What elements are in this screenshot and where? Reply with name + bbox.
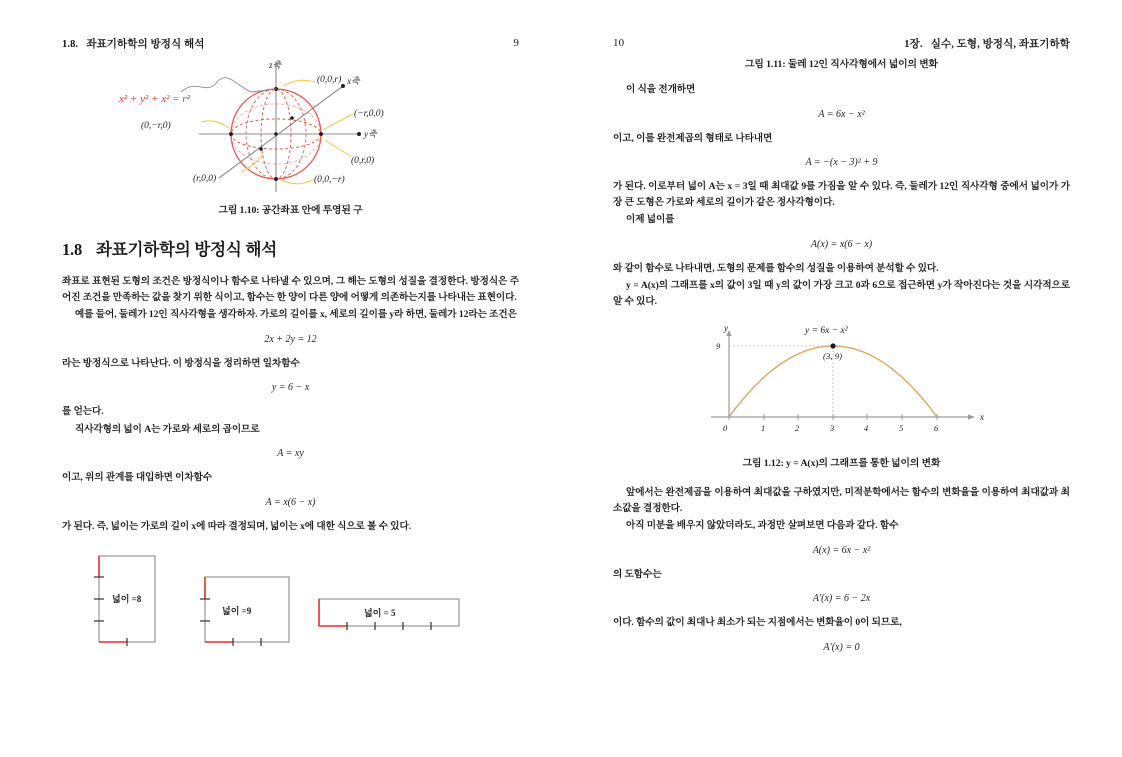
equation-function-expanded: A(x) = 6x − x² xyxy=(812,544,871,556)
rectangle-area-9 xyxy=(200,577,289,646)
page-number-left: 9 xyxy=(513,37,519,49)
chart-xlabel: x xyxy=(979,412,984,423)
paragraph-derivative-intro: 아직 미분을 배우지 않았더라도, 과정만 살펴보면 다음과 같다. 함수 xyxy=(626,520,899,532)
xtick-0: 0 xyxy=(722,423,727,434)
xtick-4: 4 xyxy=(863,423,868,434)
x-axis-label: x축 xyxy=(346,76,360,86)
point-label-0-0-r: (0,0,r) xyxy=(316,75,341,85)
figure-1-11-caption: 그림 1.11: 둘레 12인 직사각형에서 넓이의 변화 xyxy=(745,59,938,70)
paragraph-now-area: 이제 넓이를 xyxy=(626,214,675,226)
equation-perimeter: 2x + 2y = 12 xyxy=(264,333,317,345)
xtick-1: 1 xyxy=(760,423,765,434)
paragraph-calculus-intro: 앞에서는 완전제곱을 이용하여 최대값을 구하였지만, 미적분학에서는 함수의 변화율을 이용하여 최대값과 최소값을 결정한다. xyxy=(613,487,1070,514)
section-title-text: 좌표기하학의 방정식 해석 xyxy=(96,240,278,259)
paragraph-derivative-is: 의 도함수는 xyxy=(613,568,662,580)
running-head-section: 1.8. 좌표기하학의 방정식 해석 xyxy=(62,38,205,50)
xtick-6: 6 xyxy=(933,423,938,434)
point-label-0-r-0: (0,r,0) xyxy=(350,156,374,166)
figure-1-12-caption: 그림 1.12: y = A(x)의 그래프를 통한 넓이의 변화 xyxy=(742,458,941,470)
y-axis-label: y축 xyxy=(363,129,377,139)
equation-area-factored: A = x(6 − x) xyxy=(265,496,316,508)
equation-derivative-zero: A′(x) = 0 xyxy=(823,641,860,653)
paragraph-area-def: 직사각형의 넓이 A는 가로와 세로의 곱이므로 xyxy=(75,423,260,435)
page-number-right: 10 xyxy=(613,37,625,49)
rectangle-label-9: 넓이 =9 xyxy=(221,606,251,617)
rectangles-diagram-svg xyxy=(81,552,501,662)
point-label-neg-r-0-0: (−r,0,0) xyxy=(353,109,384,119)
xtick-3: 3 xyxy=(829,423,834,434)
equation-function-form: A(x) = x(6 − x) xyxy=(810,238,873,250)
equation-derivative: A′(x) = 6 − 2x xyxy=(812,593,871,605)
paragraph-substitute: 이고, 위의 관계를 대입하면 이차함수 xyxy=(62,472,213,484)
section-title xyxy=(62,236,519,260)
vertex-point xyxy=(830,344,835,349)
point-label-0-neg-r-0: (0,−r,0) xyxy=(140,121,171,131)
point-label-0-0-neg-r: (0,0,−r) xyxy=(313,175,345,185)
rectangle-area-8 xyxy=(94,556,155,646)
running-head-right xyxy=(613,36,1070,50)
paragraph-critical-point: 이다. 함수의 값이 최대나 최소가 되는 지점에서는 변화율이 0이 되므로, xyxy=(613,617,902,629)
page-right xyxy=(561,0,1122,757)
xtick-5: 5 xyxy=(898,423,903,434)
z-axis-label: z축 xyxy=(268,60,281,70)
xtick-2: 2 xyxy=(794,423,799,434)
figure-1-10-caption: 그림 1.10: 공간좌표 안에 투영된 구 xyxy=(218,205,363,216)
paragraph-function-analysis: 와 같이 함수로 나타내면, 도형의 문제를 함수의 성질을 이용하여 분석할 수 있다. xyxy=(613,262,939,274)
paragraph-example: 예를 들어, 둘레가 12인 직사각형을 생각하자. 가로의 길이를 x, 세로의 길이를 y라 하면, 둘레가 12라는 조건은 xyxy=(75,309,517,321)
chart-ylabel: y xyxy=(723,325,728,334)
paragraph-expand: 이 식을 전개하면 xyxy=(626,84,696,95)
running-head-chapter: 1장. 실수, 도형, 방정식, 좌표기하학 xyxy=(904,38,1070,50)
paragraph-complete-square: 이고, 이를 완전제곱의 형태로 나타내면 xyxy=(613,132,773,144)
point-label-r-0-0: (r,0,0) xyxy=(192,174,216,184)
curve-equation-label: y = 6x − x² xyxy=(804,326,848,337)
figure-1-12-parabola xyxy=(613,325,1070,469)
paragraph-max-value: 가 된다. 이로부터 넓이 A는 x = 3일 때 최대값 9를 가짐을 알 수 있다. 즉, 둘레가 12인 직사각형 중에서 넓이가 가장 큰 도형은 가로와 세로의 길이가 같은 정사각형이다. xyxy=(613,181,1070,208)
equation-expanded: A = 6x − x² xyxy=(818,108,865,120)
rectangle-label-5: 넓이 = 5 xyxy=(363,608,396,619)
figure-rectangles xyxy=(62,552,519,662)
running-head-left xyxy=(62,36,519,50)
sphere-diagram-svg xyxy=(111,56,471,196)
paragraph-intro: 좌표로 표현된 도형의 조건은 방정식이나 함수로 나타낼 수 있으며, 그 해는 도형의 성질을 결정한다. 방정식은 주어진 조건을 만족하는 값을 찾기 위한 식이고, 함수는 한 양이 다른 양에 어떻게 의존하는지를 나타내는 표현이다. xyxy=(62,276,519,303)
equation-completed-square: A = −(x − 3)² + 9 xyxy=(805,157,878,169)
sphere-equation-label: x² + y² + x² = r² xyxy=(118,93,190,105)
figure-1-10-sphere xyxy=(62,56,519,216)
ytick-9: 9 xyxy=(715,341,720,352)
equation-area-xy: A = xy xyxy=(277,448,304,460)
vertex-annotation: (3, 9) xyxy=(822,351,842,362)
paragraph-conclusion: 가 된다. 즉, 넓이는 가로의 길이 x에 따라 결정되며, 넓이는 x에 대한 식으로 볼 수 있다. xyxy=(62,520,412,532)
paragraph-obtain: 를 얻는다. xyxy=(62,406,104,418)
rectangle-area-5 xyxy=(319,599,459,630)
parabola-chart-svg xyxy=(677,325,1007,443)
rectangle-label-8: 넓이 =8 xyxy=(111,594,141,605)
equation-linear: y = 6 − x xyxy=(271,382,310,394)
paragraph-graph-desc: y = A(x)의 그래프를 x의 값이 3일 때 y의 값이 가장 크고 0과 6으로 접근하면 y가 작아진다는 것을 시각적으로 알 수 있다. xyxy=(613,280,1070,307)
paragraph-linear-lead: 라는 방정식으로 나타난다. 이 방정식을 정리하면 일차함수 xyxy=(62,357,300,369)
section-number: 1.8 xyxy=(62,240,83,259)
